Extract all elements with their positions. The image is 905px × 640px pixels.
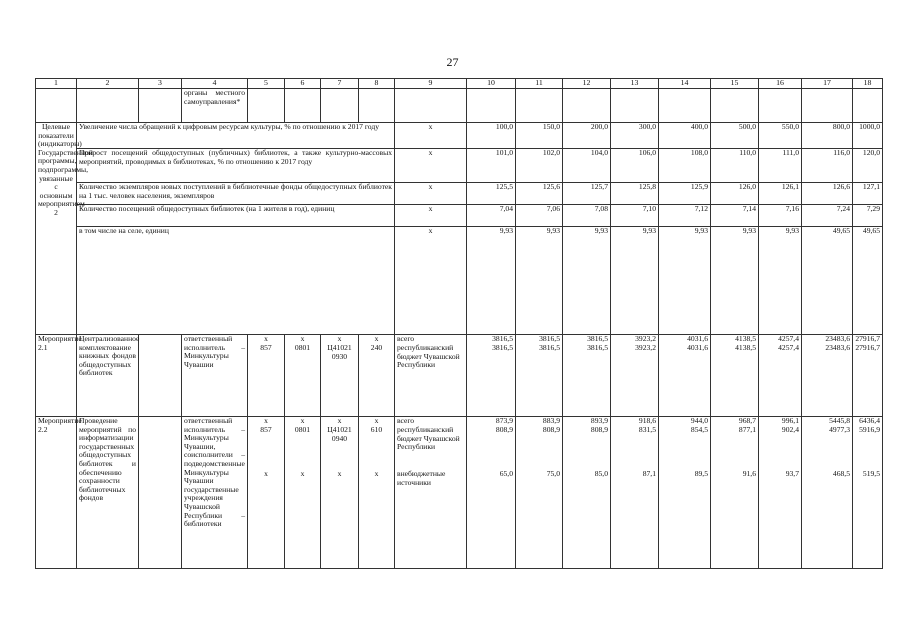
value-cell: 800,0 [802,123,853,149]
value-cell: 9,93 [711,227,759,335]
col-header: 18 [853,79,883,89]
col-header: 1 [36,79,77,89]
indicator-row [36,205,883,227]
col-header: 8 [359,79,395,89]
measure-name: Централизованное комплектование книжных фондов общедоступных библиотек [77,335,139,417]
code-cell: x [374,416,379,425]
value-cell: 4257,4 [778,334,799,343]
indicator-row [36,227,883,335]
value-cell: 4138,5 [735,334,756,343]
indicators-label: Целевые показатели (индикаторы) Государственной программы, подпрограммы, увязанные с основным мероприятием 2 [36,123,77,335]
value-cell: 200,0 [563,123,611,149]
indicator-x: x [395,149,467,183]
value-cell: 6436,4 [859,416,880,425]
value-cell: 918,6 [638,416,656,425]
executor-continuation: органы местного самоуправления* [182,89,248,123]
col-header: 6 [285,79,321,89]
measure-2-2-row [36,417,883,569]
value-cell: 3923,2 [635,343,656,352]
value-cell: 468,5 [832,469,850,478]
value-cell: 75,0 [546,469,560,478]
value-cell: 996,1 [781,416,799,425]
value-cell: 89,5 [694,469,708,478]
value-cell: 300,0 [611,123,659,149]
value-cell: 101,0 [467,149,516,183]
value-cell: 7,29 [853,205,883,227]
value-cell: 968,7 [738,416,756,425]
code-cell: x [337,469,342,478]
value-cell: 102,0 [516,149,563,183]
measure-executor: ответственный исполнитель – Минкультуры Чувашии [182,335,248,417]
value-cell: 23483,6 [825,334,850,343]
value-cell: 4031,6 [687,334,708,343]
indicator-row [36,183,883,205]
value-cell: 808,9 [542,425,560,434]
value-cell: 944,0 [690,416,708,425]
value-cell: 3816,5 [539,343,560,352]
funding-source: всего [397,334,415,343]
value-cell: 7,08 [563,205,611,227]
code-cell: 610 [370,425,383,434]
value-cell: 126,0 [711,183,759,205]
col-header: 10 [467,79,516,89]
col-header: 17 [802,79,853,89]
code-cell: 0801 [294,343,311,352]
indicator-text: Увеличение числа обращений к цифровым ресурсам культуры, % по отношению к 2017 году [77,123,395,149]
measure-executor: ответственный исполнитель – Минкультуры Чувашии, соисполнители – подведомственные Минкультуры Чувашии государственные учреждения Чувашской Республики – библиотеки [182,417,248,569]
indicator-text: в том числе на селе, единиц [77,227,395,335]
value-cell: 883,9 [542,416,560,425]
value-cell: 9,93 [563,227,611,335]
value-cell: 7,06 [516,205,563,227]
value-cell: 3923,2 [635,334,656,343]
value-cell: 125,6 [516,183,563,205]
indicator-x: x [395,183,467,205]
value-cell: 5916,9 [859,425,880,434]
measure-name: Проведение мероприятий по информатизации государственных общедоступных библиотек и обеспечению сохранности библиотечных фондов [77,417,139,569]
value-cell: 120,0 [853,149,883,183]
code-cell: x [264,416,268,425]
col-header: 2 [77,79,139,89]
code-cell: x [374,334,379,343]
value-cell: 3816,5 [492,334,513,343]
code-cell: x [264,469,268,478]
indicator-row [36,123,883,149]
value-cell: 125,5 [467,183,516,205]
code-cell: Ц41021 0940 [327,425,352,443]
indicator-text: Количество посещений общедоступных библиотек (на 1 жителя в год), единиц [77,205,395,227]
value-cell: 3816,5 [539,334,560,343]
value-cell: 7,16 [759,205,802,227]
value-cell: 108,0 [659,149,711,183]
value-cell: 854,5 [690,425,708,434]
value-cell: 93,7 [785,469,799,478]
value-cell: 49,65 [802,227,853,335]
budget-table [35,78,883,569]
value-cell: 116,0 [802,149,853,183]
value-cell: 125,8 [611,183,659,205]
code-cell: x [300,469,305,478]
value-cell: 3816,5 [587,343,608,352]
code-cell: 240 [370,343,383,352]
code-cell: 857 [260,343,272,352]
value-cell: 9,93 [759,227,802,335]
col-header: 15 [711,79,759,89]
continuation-row [36,89,883,123]
value-cell: 111,0 [759,149,802,183]
value-cell: 3816,5 [492,343,513,352]
value-cell: 7,14 [711,205,759,227]
indicator-x: x [395,227,467,335]
value-cell: 9,93 [467,227,516,335]
value-cell: 873,9 [495,416,513,425]
value-cell: 106,0 [611,149,659,183]
value-cell: 831,5 [638,425,656,434]
indicator-text: Прирост посещений общедоступных (публичных) библиотек, а также культурно-массовых мероприятий, проводимых в библиотеках, % по отношению к 2017 году [77,149,395,183]
indicator-x: x [395,205,467,227]
funding-source: внебюджетные источники [397,469,446,487]
value-cell: 23483,6 [825,343,850,352]
measure-label: Мероприятие 2.2 [36,417,77,569]
col-header: 9 [395,79,467,89]
measure-2-1-row [36,335,883,417]
value-cell: 7,10 [611,205,659,227]
code-cell: x [374,469,379,478]
col-header: 12 [563,79,611,89]
value-cell: 9,93 [611,227,659,335]
value-cell: 1000,0 [853,123,883,149]
funding-source: всего [397,416,415,425]
value-cell: 500,0 [711,123,759,149]
value-cell: 808,9 [590,425,608,434]
col-header: 5 [248,79,285,89]
code-cell: x [300,334,305,343]
value-cell: 4138,5 [735,343,756,352]
page-number: 27 [446,55,459,69]
value-cell: 9,93 [516,227,563,335]
code-cell: 857 [260,425,272,434]
code-cell: x [264,334,268,343]
indicator-text: Количество экземпляров новых поступлений в библиотечные фонды общедоступных библиотек на 1 тыс. человек населения, экземпляров [77,183,395,205]
value-cell: 3816,5 [587,334,608,343]
value-cell: 125,7 [563,183,611,205]
col-header: 4 [182,79,248,89]
value-cell: 7,12 [659,205,711,227]
value-cell: 5445,8 [829,416,850,425]
value-cell: 49,65 [853,227,883,335]
value-cell: 126,1 [759,183,802,205]
funding-source: республиканский бюджет Чувашской Республики [397,425,460,452]
measure-label: Мероприятие 2.1 [36,335,77,417]
value-cell: 519,5 [862,469,880,478]
value-cell: 127,1 [853,183,883,205]
value-cell: 877,1 [738,425,756,434]
column-number-row [36,79,883,89]
value-cell: 902,4 [781,425,799,434]
value-cell: 27916,7 [855,334,880,343]
code-cell: x [337,416,342,425]
indicator-x: x [395,123,467,149]
value-cell: 100,0 [467,123,516,149]
col-header: 13 [611,79,659,89]
value-cell: 400,0 [659,123,711,149]
value-cell: 104,0 [563,149,611,183]
value-cell: 65,0 [499,469,513,478]
code-cell: Ц41021 0930 [327,343,352,361]
value-cell: 4977,3 [829,425,850,434]
value-cell: 126,6 [802,183,853,205]
code-cell: 0801 [294,425,311,434]
code-cell: x [300,416,305,425]
funding-source: республиканский бюджет Чувашской Республики [397,343,460,370]
value-cell: 27916,7 [855,343,880,352]
indicator-row [36,149,883,183]
value-cell: 125,9 [659,183,711,205]
value-cell: 893,9 [590,416,608,425]
value-cell: 4257,4 [778,343,799,352]
value-cell: 4031,6 [687,343,708,352]
value-cell: 550,0 [759,123,802,149]
col-header: 11 [516,79,563,89]
value-cell: 7,04 [467,205,516,227]
code-cell: x [337,334,342,343]
value-cell: 7,24 [802,205,853,227]
value-cell: 150,0 [516,123,563,149]
value-cell: 808,9 [495,425,513,434]
value-cell: 110,0 [711,149,759,183]
col-header: 16 [759,79,802,89]
value-cell: 9,93 [659,227,711,335]
value-cell: 87,1 [642,469,656,478]
col-header: 3 [139,79,182,89]
value-cell: 91,6 [742,469,756,478]
col-header: 14 [659,79,711,89]
value-cell: 85,0 [594,469,608,478]
col-header: 7 [321,79,359,89]
